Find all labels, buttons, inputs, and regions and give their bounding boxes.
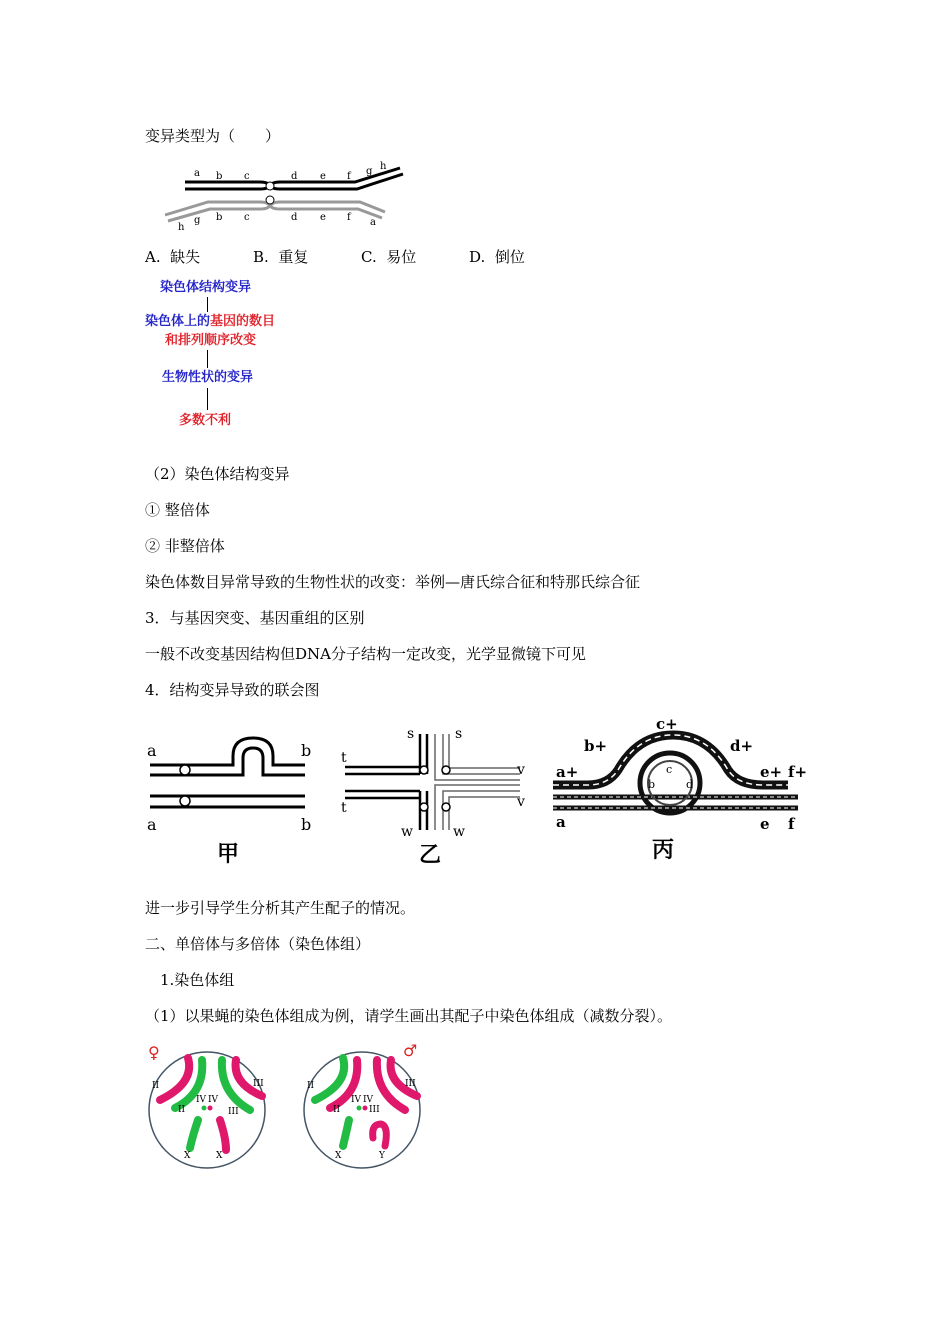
female-label-iv-right: IV	[208, 1095, 219, 1105]
heading-difference: 3．与基因突变、基因重组的区别	[145, 609, 365, 627]
female-label-x-right: X	[216, 1151, 223, 1161]
female-label-ii-left: II	[152, 1081, 160, 1091]
paragraph-fruitfly: （1）以果蝇的染色体组成为例，请学生画出其配子中染色体组成（减数分裂）。	[145, 1007, 673, 1025]
female-label-iii-right: III	[253, 1079, 264, 1089]
jia-label-a-bottom: a	[147, 815, 157, 834]
bing-label-d-inner: d	[686, 778, 694, 791]
heading-haploid-polyploid: 二、单倍体与多倍体（染色体组）	[145, 935, 371, 953]
yi-label-s-right: s	[455, 726, 463, 742]
item-aneuploid: ② 非整倍体	[145, 537, 225, 555]
male-label-ii-inner: II	[333, 1105, 341, 1115]
bottom-letter-e: e	[320, 212, 326, 223]
bottom-letter-d: d	[291, 212, 298, 223]
top-letter-f: f	[347, 171, 351, 182]
paragraph-difference: 一般不改变基因结构但DNA分子结构一定改变，光学显微镜下可见	[145, 645, 586, 663]
bottom-letter-c: c	[244, 212, 250, 223]
option-a[interactable]: A. 缺失	[145, 248, 201, 266]
bing-label-a: a	[556, 813, 566, 831]
flow-connector	[207, 388, 208, 410]
male-label-y: Y	[379, 1151, 385, 1161]
top-letter-d: d	[291, 171, 298, 182]
male-label-iv-right: IV	[363, 1095, 374, 1105]
yi-label-v-bottom: v	[517, 794, 525, 810]
female-symbol: ♀	[148, 1043, 160, 1062]
yi-label-v-top: v	[517, 762, 525, 778]
option-b[interactable]: B. 重复	[253, 248, 309, 266]
female-label-iii-inner: III	[228, 1107, 239, 1117]
yi-label-w-right: w	[453, 824, 465, 840]
male-label-iii-inner: III	[369, 1105, 380, 1115]
yi-label-t-bottom: t	[341, 800, 347, 816]
top-letter-c: c	[244, 171, 250, 182]
paragraph-number-abnormality: 染色体数目异常导致的生物性状的改变：举例—唐氏综合征和特那氏综合征	[145, 573, 641, 591]
bing-label-b-plus: b+	[584, 737, 608, 755]
top-letter-a: a	[194, 168, 200, 179]
bing-caption: 丙	[652, 838, 675, 863]
jia-label-a-top: a	[147, 741, 157, 760]
yi-label-t-top: t	[341, 750, 347, 766]
answer-options	[145, 247, 525, 267]
flow-node-mostly-harmful: 多数不利	[179, 413, 232, 428]
male-label-ii-left: II	[307, 1081, 315, 1091]
bing-label-f: f	[788, 815, 795, 833]
bottom-letter-b: b	[216, 212, 223, 223]
yi-label-s-left: s	[407, 726, 415, 742]
flow-node-trait-variation: 生物性状的变异	[162, 370, 254, 385]
bing-label-b-inner: b	[648, 778, 656, 791]
option-c[interactable]: C. 易位	[361, 248, 417, 266]
male-symbol: ♂	[403, 1041, 418, 1060]
jia-label-b-bottom: b	[301, 815, 312, 834]
bing-label-d-plus: d+	[730, 737, 754, 755]
paragraph-gametes: 进一步引导学生分析其产生配子的情况。	[145, 899, 416, 917]
question-text: 变异类型为（ ）	[145, 127, 281, 145]
synapsis-yi-diagram	[335, 722, 530, 868]
flow-node-structure-variation: 染色体结构变异	[160, 280, 252, 295]
inversion-diagram	[160, 160, 410, 235]
flow-connector	[207, 297, 208, 312]
female-label-iv-left: IV	[196, 1095, 207, 1105]
top-letter-g: g	[366, 166, 373, 177]
bing-label-f-plus: f+	[788, 763, 808, 781]
top-letter-b: b	[216, 171, 223, 182]
synapsis-bing-diagram	[548, 715, 813, 865]
bing-label-c-plus: c+	[656, 715, 678, 733]
heading-chromosome-set: 1.染色体组	[160, 971, 235, 989]
flow-connector	[207, 350, 208, 368]
female-karyotype	[140, 1038, 275, 1173]
male-karyotype	[295, 1038, 430, 1173]
female-label-x-left: X	[184, 1151, 191, 1161]
jia-label-b-top: b	[301, 741, 312, 760]
male-label-x: X	[335, 1151, 342, 1161]
bing-label-e: e	[760, 815, 770, 833]
option-d[interactable]: D. 倒位	[469, 248, 525, 266]
jia-caption: 甲	[217, 842, 240, 867]
item-euploid: ① 整倍体	[145, 501, 210, 519]
bottom-letter-a: a	[370, 217, 376, 228]
female-label-ii-inner: II	[178, 1105, 186, 1115]
synapsis-jia-diagram	[145, 728, 315, 868]
yi-caption: 乙	[419, 843, 442, 868]
heading-synapsis: 4．结构变异导致的联会图	[145, 681, 320, 699]
bing-label-a-plus: a+	[556, 763, 579, 781]
bottom-letter-h: h	[178, 222, 185, 233]
top-letter-h: h	[380, 161, 387, 172]
bottom-letter-f: f	[347, 212, 351, 223]
flow-node-order-change: 和排列顺序改变	[165, 333, 257, 348]
flow-node-gene-change: 染色体上的基因的数目	[145, 314, 276, 329]
yi-label-w-left: w	[401, 824, 413, 840]
bing-label-c-inner: c	[666, 763, 673, 776]
section-structure-variation: （2）染色体结构变异	[145, 465, 290, 483]
male-label-iv-left: IV	[351, 1095, 362, 1105]
bottom-letter-g: g	[194, 215, 201, 226]
bing-label-e-plus: e+	[760, 763, 783, 781]
male-label-iii-right: III	[405, 1079, 416, 1089]
top-letter-e: e	[320, 171, 326, 182]
